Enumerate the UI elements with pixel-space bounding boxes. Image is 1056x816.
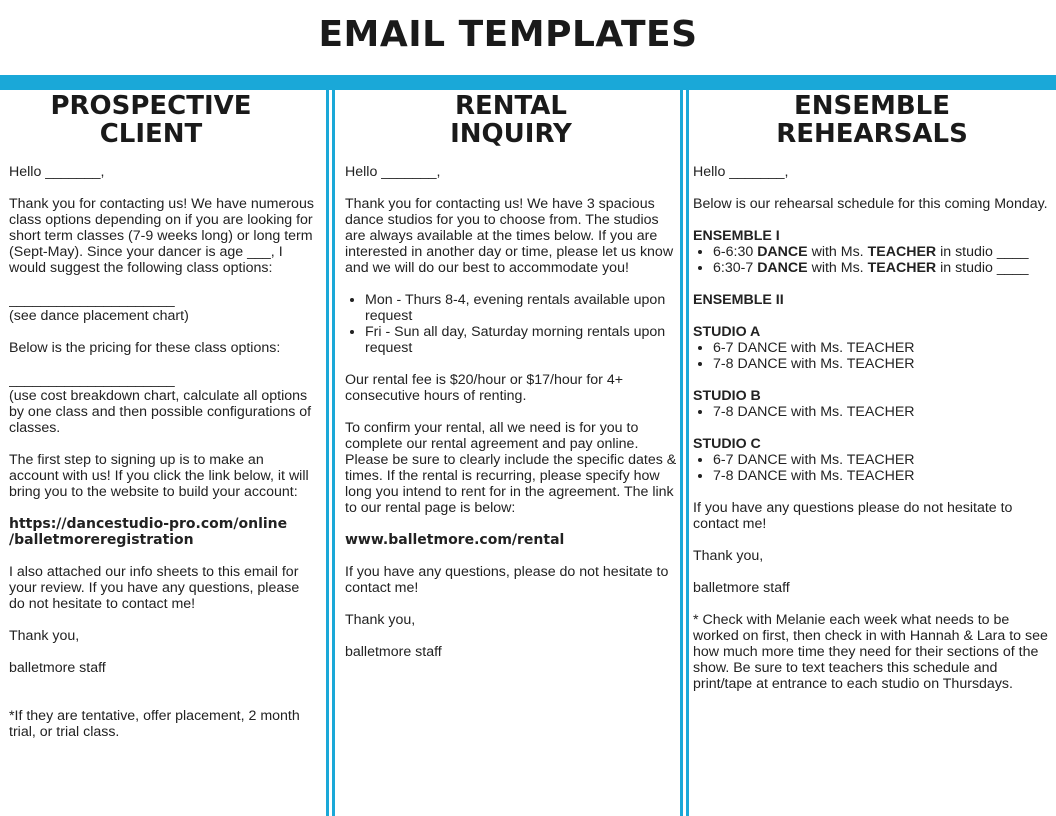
rental-link[interactable]: www.balletmore.com/rental (345, 532, 565, 548)
blank-line: _____________________ (9, 292, 175, 308)
studio-c-list (693, 452, 1051, 484)
intro-paragraph: Below is our rehearsal schedule for this coming Monday. (693, 196, 1048, 212)
column-divider (686, 90, 689, 816)
ensemble-rehearsals-column (693, 92, 1051, 812)
signature: balletmore staff (345, 644, 442, 660)
list-item: • Fri - Sun all day, Saturday morning rentals upon request (365, 324, 679, 356)
link-line[interactable]: /balletmoreregistration (9, 532, 194, 548)
questions-paragraph: If you have any questions please do not hesitate to contact me! (693, 500, 1013, 532)
ensemble-1-list (693, 244, 1051, 276)
dance: DANCE (757, 260, 808, 276)
list-item: • 6-7 DANCE with Ms. TEACHER (713, 452, 1051, 468)
rental-inquiry-column (345, 92, 679, 812)
with: with Ms. (811, 260, 864, 276)
blank-line: _____________________ (9, 372, 175, 388)
rental-times-list (345, 292, 679, 356)
questions-paragraph: If you have any questions, please do not hesitate to contact me! (345, 564, 669, 596)
greeting: Hello _______, (693, 164, 789, 180)
studio-a-list (693, 340, 1051, 372)
cost-note: (use cost breakdown chart, calculate all options by one class and then possible configurations of classes. (9, 388, 312, 436)
attached-paragraph: I also attached our info sheets to this email for your review. If you have any questions, please do not hesitate to contact me! (9, 564, 300, 612)
heading-line: RENTAL (455, 92, 567, 121)
time: 6-6:30 (713, 244, 754, 260)
heading-line: REHEARSALS (776, 119, 968, 149)
page-title: EMAIL TEMPLATES (318, 14, 698, 55)
confirm-paragraph: To confirm your rental, all we need is for you to complete our rental agreement and pay online. Please be sure to clearly include the specific dates & times. If the rental is recurring, please specify how long you intend to rent for in the agreement. The link to our rental page is below: (345, 420, 677, 516)
prospective-client-column (9, 92, 317, 812)
top-accent-bar (0, 75, 1056, 90)
ensemble-rehearsals-heading (693, 92, 1051, 148)
ensemble-1-heading: ENSEMBLE I (693, 228, 780, 244)
heading-line: INQUIRY (450, 119, 572, 149)
heading-line: PROSPECTIVE (50, 92, 252, 121)
heading-line: ENSEMBLE (793, 92, 951, 121)
column-divider (326, 90, 329, 816)
teacher: TEACHER (867, 260, 937, 276)
greeting: Hello _______, (9, 164, 105, 180)
list-item: • 7-8 DANCE with Ms. TEACHER (713, 356, 1051, 372)
registration-link[interactable] (9, 516, 317, 548)
list-item: • 7-8 DANCE with Ms. TEACHER (713, 468, 1051, 484)
time: 6:30-7 (713, 260, 754, 276)
list-item: • Mon - Thurs 8-4, evening rentals available upon request (365, 292, 679, 324)
greeting: Hello _______, (345, 164, 441, 180)
heading-line: CLIENT (99, 119, 203, 149)
column-divider (680, 90, 683, 816)
with: with Ms. (811, 244, 864, 260)
intro-paragraph: Thank you for contacting us! We have 3 spacious dance studios for you to choose from. The studios are always available at the times below. If you are interested in another day or time, please let us know and we will do our best to accommodate you! (345, 196, 674, 276)
studio-a-heading: STUDIO A (693, 324, 761, 340)
rental-inquiry-heading (345, 92, 679, 148)
list-item (713, 260, 1051, 276)
fee-paragraph: Our rental fee is $20/hour or $17/hour for 4+ consecutive hours of renting. (345, 372, 624, 404)
pricing-intro: Below is the pricing for these class options: (9, 340, 281, 356)
studio: in studio ____ (940, 260, 1029, 276)
signature: balletmore staff (693, 580, 790, 596)
thanks: Thank you, (693, 548, 764, 564)
placement-note: (see dance placement chart) (9, 308, 189, 324)
column-divider (332, 90, 335, 816)
studio-c-heading: STUDIO C (693, 436, 761, 452)
studio-b-list (693, 404, 1051, 420)
teacher: TEACHER (867, 244, 937, 260)
list-item (713, 244, 1051, 260)
footnote: *If they are tentative, offer placement, 2 month trial, or trial class. (9, 708, 300, 740)
thanks: Thank you, (9, 628, 80, 644)
footnote: * Check with Melanie each week what needs to be worked on first, then check in with Hannah & Lara to see how much more time they need for their sections of the show. Be sure to text teachers this schedule and print/tape at entrance to each studio on Thursdays. (693, 612, 1048, 692)
intro-paragraph: Thank you for contacting us! We have numerous class options depending on if you are looking for short term classes (7-9 weeks long) or long term (Sept-May). Since your dancer is age ___, I would suggest the following class options: (9, 196, 314, 276)
thanks: Thank you, (345, 612, 416, 628)
list-item: • 6-7 DANCE with Ms. TEACHER (713, 340, 1051, 356)
ensemble-2-heading: ENSEMBLE II (693, 292, 784, 308)
link-line[interactable]: https://dancestudio-pro.com/online (9, 516, 288, 532)
dance: DANCE (757, 244, 808, 260)
signup-paragraph: The first step to signing up is to make an account with us! If you click the link below, it will bring you to the website to build your account: (9, 452, 309, 500)
signature: balletmore staff (9, 660, 106, 676)
studio-b-heading: STUDIO B (693, 388, 761, 404)
prospective-client-heading (9, 92, 302, 148)
studio: in studio ____ (940, 244, 1029, 260)
list-item: • 7-8 DANCE with Ms. TEACHER (713, 404, 1051, 420)
